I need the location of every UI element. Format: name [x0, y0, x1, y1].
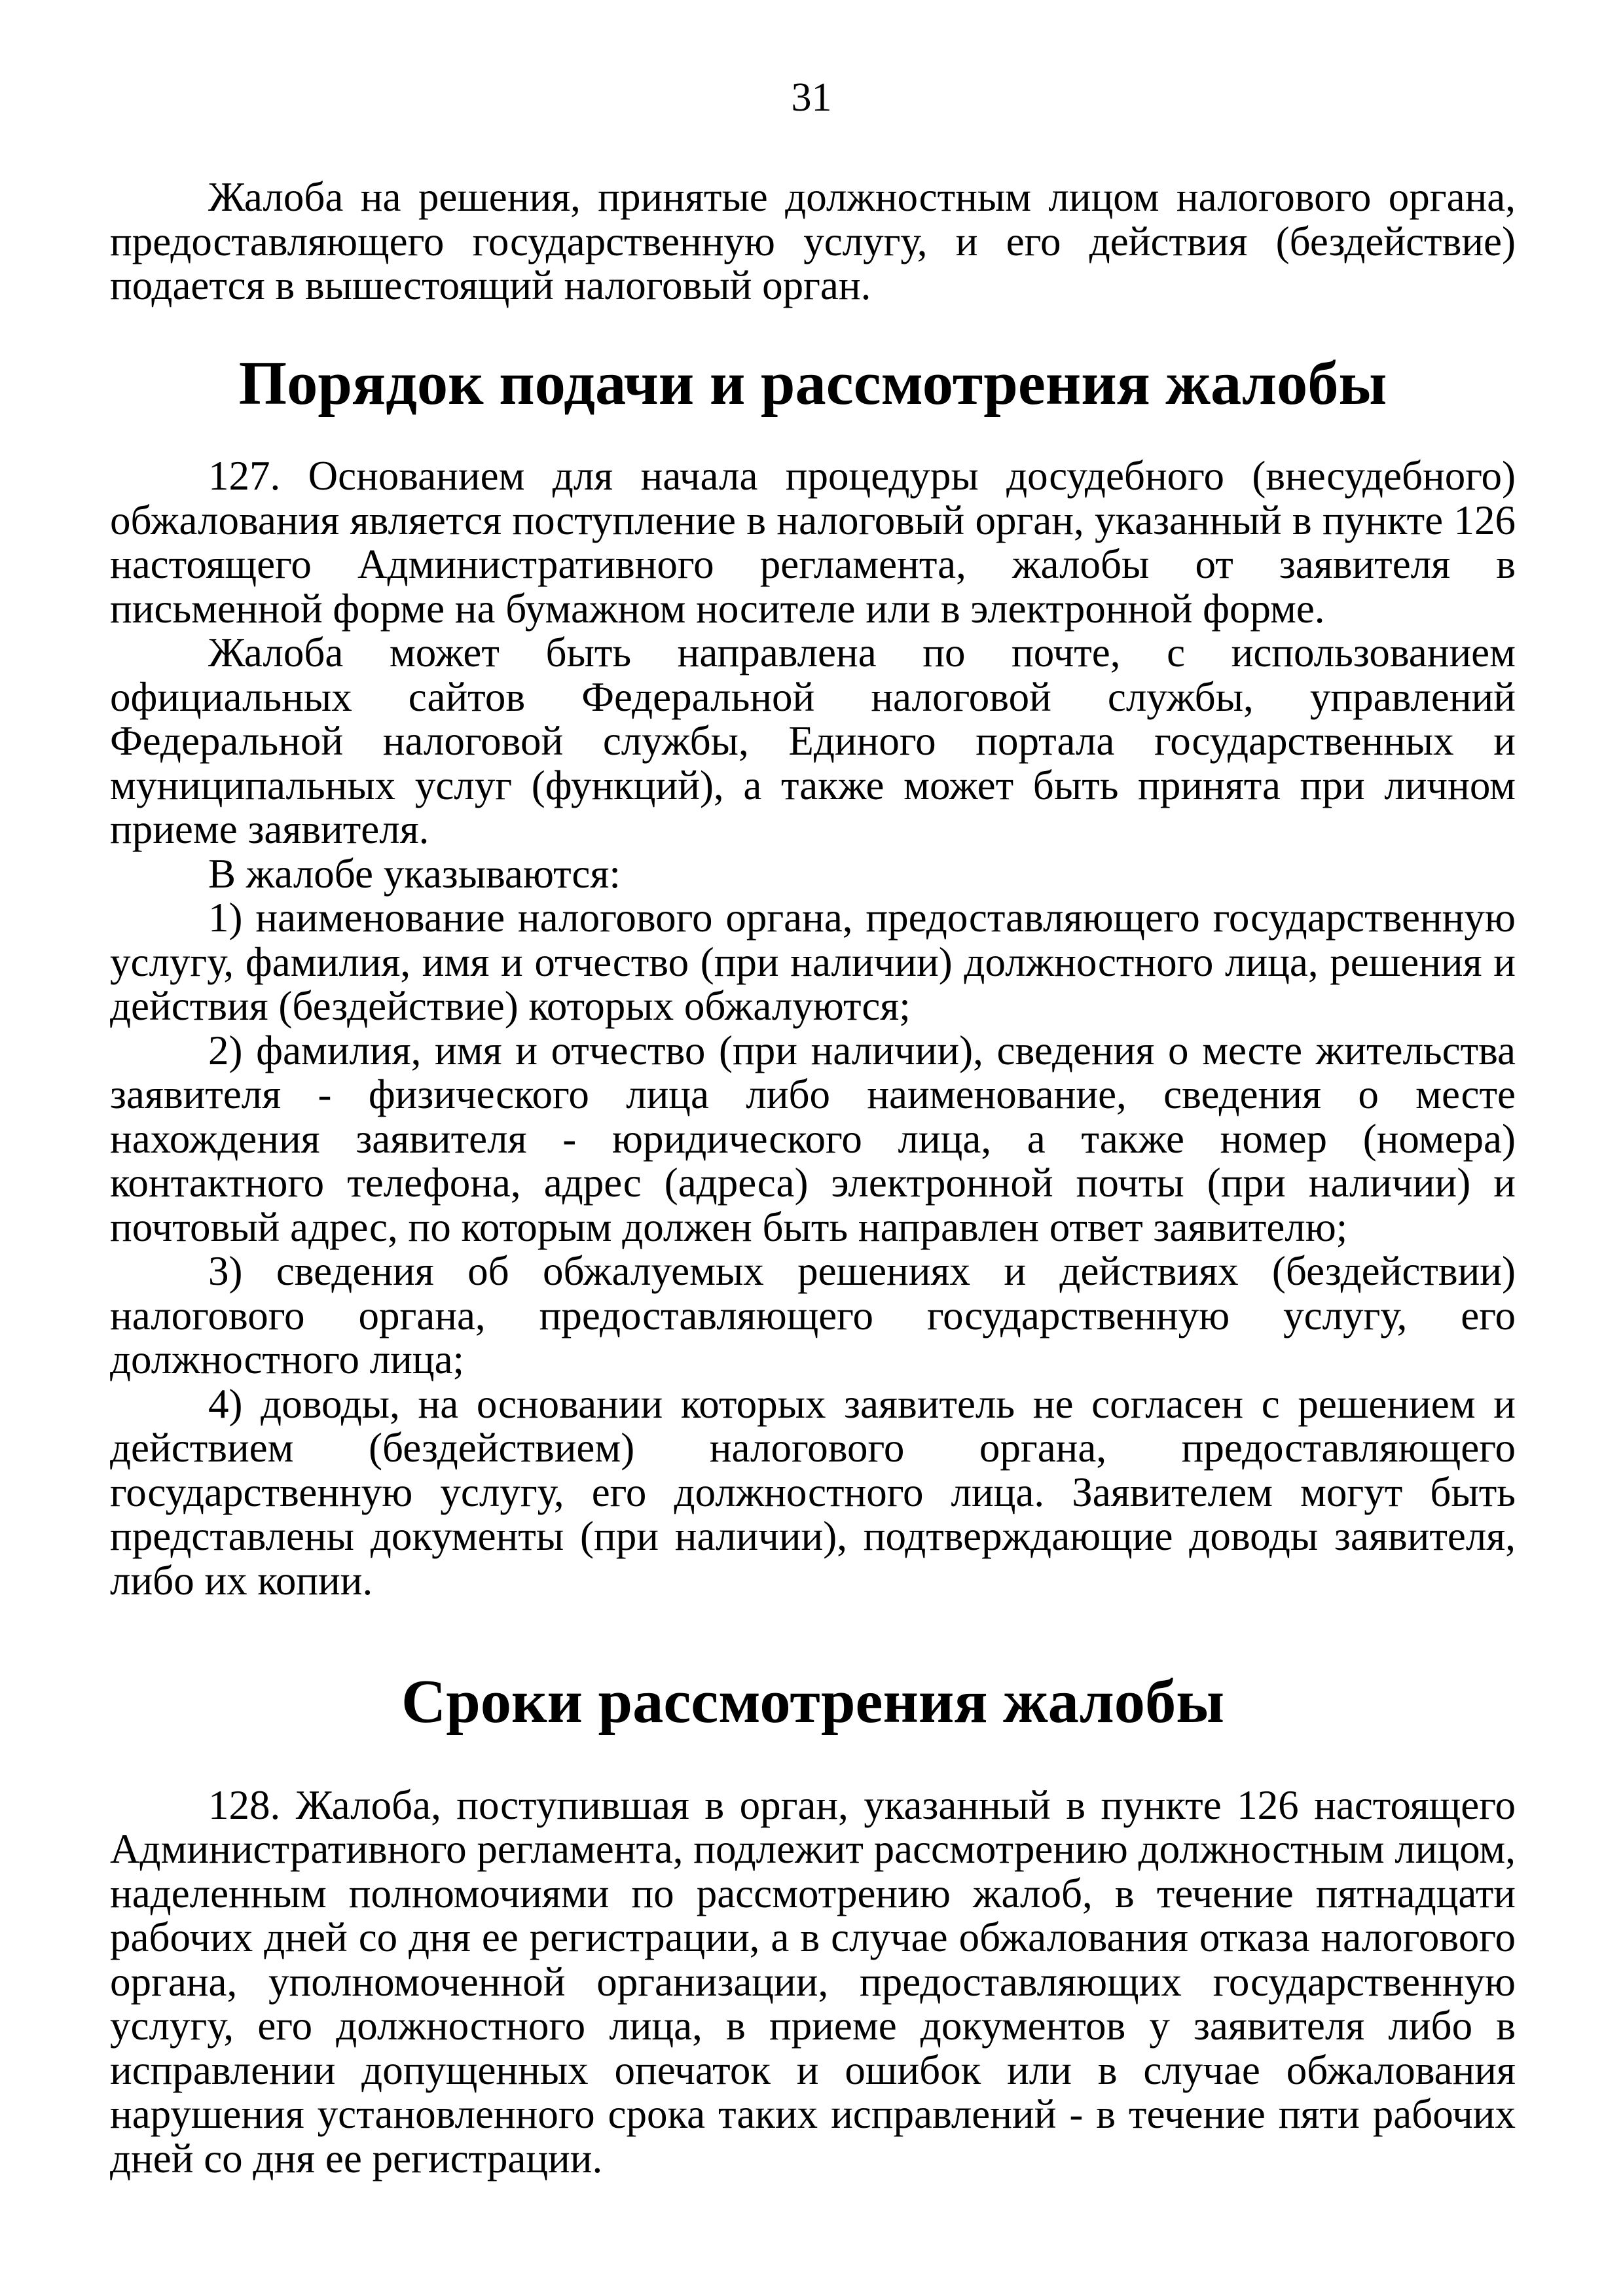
page-number: 31 [791, 75, 832, 120]
list-item-2: 2) фамилия, имя и отчество (при наличии), сведения о месте жительства заявителя - физического лица либо наименование, сведения о месте нахождения заявителя - юридического лица, а также номер (номера) контактного телефона, адрес (адреса) электронной почты (при наличии) и почтовый адрес, по которым должен быть направлен ответ заявителю; [110, 1027, 1516, 1250]
paragraph-128: 128. Жалоба, поступившая в орган, указанный в пункте 126 настоящего Административного регламента, подлежит рассмотрению должностным лицом, наделенным полномочиями по рассмотрению жалоб, в течение пятнадцати рабочих дней со дня ее регистрации, а в случае обжалования отказа налогового органа, уполномоченной организации, предоставляющих государственную услугу, его должностного лица, в приеме документов у заявителя либо в исправлении допущенных опечаток и ошибок или в случае обжалования нарушения установленного срока таких исправлений - в течение пяти рабочих дней со дня ее регистрации. [110, 1782, 1516, 2181]
list-item-3: 3) сведения об обжалуемых решениях и действиях (бездействии) налогового органа, предоставляющего государственную услугу, его должностного лица; [110, 1248, 1516, 1382]
list-item-4: 4) доводы, на основании которых заявитель не согласен с решением и действием (бездействием) налогового органа, предоставляющего государственную услугу, его должностного лица. Заявителем могут быть представлены документы (при наличии), подтверждающие доводы заявителя, либо их копии. [110, 1380, 1516, 1604]
paragraph-submission-channels: Жалоба может быть направлена по почте, с использованием официальных сайтов Федеральной налоговой службы, управлений Федеральной налоговой службы, Единого портала государственных и муниципальных услуг (функций), а также может быть принята при личном приеме заявителя. [110, 630, 1516, 852]
intro-paragraph: Жалоба на решения, принятые должностным лицом налогового органа, предоставляющего государственную услугу, и его действия (бездействие) подается в вышестоящий налоговый орган. [110, 174, 1516, 308]
paragraph-127: 127. Основанием для начала процедуры досудебного (внесудебного) обжалования является поступление в налоговый орган, указанный в пункте 126 настоящего Административного регламента, жалобы от заявителя в письменной форме на бумажном носителе или в электронной форме. [110, 453, 1516, 632]
document-body [110, 175, 1516, 2181]
section-heading-complaint-procedure: Порядок подачи и рассмотрения жалобы [238, 349, 1387, 418]
list-item-1: 1) наименование налогового органа, предоставляющего государственную услугу, фамилия, имя и отчество (при наличии) должностного лица, решения и действия (бездействие) которых обжалуются; [110, 895, 1516, 1029]
paragraph-complaint-contents-intro: В жалобе указываются: [208, 850, 621, 897]
section-heading-review-deadlines: Сроки рассмотрения жалобы [401, 1668, 1225, 1736]
